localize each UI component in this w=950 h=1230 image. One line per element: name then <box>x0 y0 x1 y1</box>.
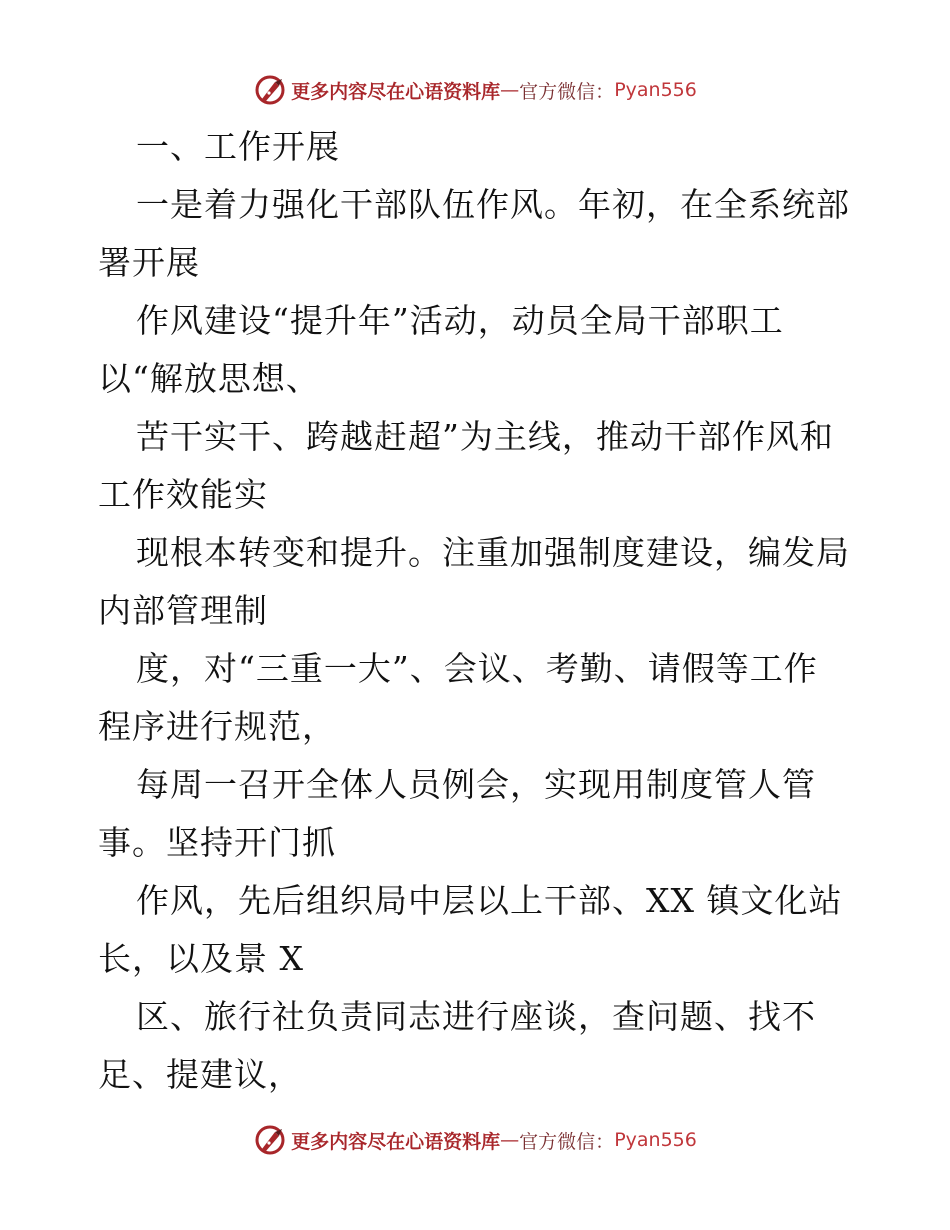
body-line: 一、工作开展 <box>136 127 340 166</box>
body-line: 现根本转变和提升。注重加强制度建设，编发局 <box>136 533 850 572</box>
footer-banner-title: 更多内容尽在心语资料库 <box>291 1130 501 1153</box>
body-line: 一是着力强化干部队伍作风。年初，在全系统部 <box>136 185 850 224</box>
body-line: 长，以及景 X <box>98 939 304 978</box>
footer-banner <box>0 1120 950 1160</box>
header-banner-dash: — <box>500 79 520 101</box>
body-line: 苦干实干、跨越赶超”为主线，推动干部作风和 <box>136 417 834 456</box>
pen-nib-logo-icon <box>253 73 287 107</box>
body-line: 工作效能实 <box>98 475 268 514</box>
footer-banner-dash: — <box>500 1129 520 1151</box>
body-line: 内部管理制 <box>98 591 268 630</box>
body-line: 程序进行规范， <box>98 707 336 746</box>
body-line: 以“解放思想、 <box>98 359 320 398</box>
body-line: 事。坚持开门抓 <box>98 823 336 862</box>
body-line: 作风，先后组织局中层以上干部、XX 镇文化站 <box>136 881 843 920</box>
pen-nib-logo-icon <box>253 1123 287 1157</box>
body-line: 度，对“三重一大”、会议、考勤、请假等工作 <box>136 649 818 688</box>
body-line: 作风建设“提升年”活动，动员全局干部职工 <box>136 301 784 340</box>
header-banner <box>0 70 950 110</box>
body-line: 足、提建议， <box>98 1055 302 1094</box>
document-body <box>98 118 858 1104</box>
body-line: 区、旅行社负责同志进行座谈，查问题、找不 <box>136 997 816 1036</box>
header-banner-wechat-label: 官方微信： <box>519 80 615 103</box>
footer-banner-wechat-label: 官方微信： <box>519 1130 615 1153</box>
footer-banner-wechat-id: Pyan556 <box>614 1129 697 1151</box>
header-banner-wechat-id: Pyan556 <box>614 79 697 101</box>
body-line: 每周一召开全体人员例会，实现用制度管人管 <box>136 765 816 804</box>
header-banner-title: 更多内容尽在心语资料库 <box>291 80 501 103</box>
body-line: 署开展 <box>98 243 200 282</box>
